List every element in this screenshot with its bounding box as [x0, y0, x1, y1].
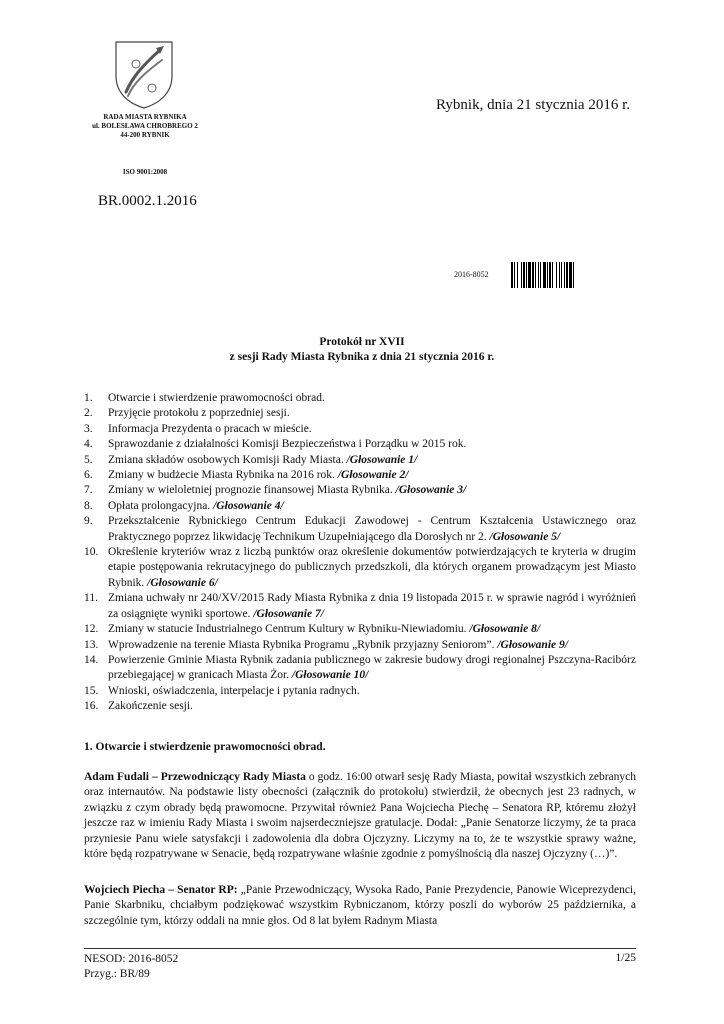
paragraph: [84, 883, 636, 929]
footer-prepared-by: Przyg.: BR/89: [84, 968, 150, 980]
speaker-name: Adam Fudali – Przewodniczący Rady Miasta: [84, 771, 306, 783]
agenda-item-text: Otwarcie i stwierdzenie prawomocności obrad.: [108, 392, 325, 404]
vote-label: /Głosowanie 1/: [346, 453, 418, 466]
agenda-list: [84, 391, 636, 715]
paragraph: [84, 770, 636, 862]
agenda-item-text: Zmiana uchwały nr 240/XV/2015 Rady Miasta Rybnika z dnia 19 listopada 2015 r. w sprawie nagród i wyróżnień za osiągnięte wyniki sportowe.: [108, 592, 636, 620]
footer-info: [84, 952, 178, 982]
agenda-item: [84, 453, 636, 468]
nesod-number: 2016-8052: [454, 270, 489, 279]
title-line-2: z sesji Rady Miasta Rybnika z dnia 21 stycznia 2016 r.: [229, 351, 495, 363]
agenda-item: [84, 391, 636, 406]
agenda-item-number: 9.: [84, 515, 93, 528]
reference-number: BR.0002.1.2016: [98, 193, 197, 209]
agenda-item: [84, 638, 636, 653]
agenda-item-number: 4.: [84, 438, 93, 451]
agenda-item-number: 12.: [84, 623, 99, 636]
agenda-item-number: 15.: [84, 684, 99, 697]
agenda-item: [84, 422, 636, 437]
agenda-item-text: Zmiany w budżecie Miasta Rybnika na 2016 rok.: [108, 469, 338, 482]
agenda-item-number: 8.: [84, 499, 93, 512]
agenda-item-number: 1.: [84, 392, 93, 404]
agenda-item-number: 16.: [84, 700, 99, 713]
iso-label: ISO 9001:2008: [122, 168, 168, 176]
vote-label: /Głosowanie 6/: [147, 576, 218, 589]
agenda-item-number: 6.: [84, 469, 93, 482]
agenda-item-text: Przekształcenie Rybnickiego Centrum Edukacji Zawodowej - Centrum Kształcenia Ustawicznego oraz Praktycznego poprzez likwidację Technikum Uzupełniającego dla Dorosłych nr 2.: [108, 515, 636, 543]
agenda-item-number: 2.: [84, 407, 93, 420]
agenda-item: [84, 684, 636, 699]
footer-divider: [84, 948, 636, 949]
vote-label: /Głosowanie 2/: [337, 469, 409, 482]
agenda-item-text: Informacja Prezydenta o pracach w mieście.: [108, 422, 312, 435]
agenda-item-number: 14.: [84, 653, 99, 666]
title-line-1: Protokół nr XVII: [319, 336, 405, 348]
page-number: 1/25: [615, 952, 636, 964]
agenda-item: [84, 499, 636, 514]
agenda-item: [84, 591, 636, 622]
vote-label: /Głosowanie 5/: [489, 530, 561, 543]
agenda-item-number: 11.: [84, 592, 98, 605]
vote-label: /Głosowanie 8/: [469, 623, 541, 636]
agenda-item-number: 5.: [84, 453, 93, 466]
agenda-item-text: Opłata prolongacyjna.: [108, 499, 214, 512]
footer-nesod: NESOD: 2016-8052: [84, 953, 179, 965]
vote-label: /Głosowanie 7/: [253, 607, 324, 620]
vote-label: /Głosowanie 10/: [291, 669, 369, 682]
agenda-item-number: 13.: [84, 638, 99, 651]
agenda-item-number: 10.: [84, 546, 99, 559]
agenda-item-number: 3.: [84, 422, 93, 435]
barcode-icon: [511, 262, 617, 288]
agenda-item: [84, 437, 636, 452]
org-street: ul. BOLESŁAWA CHROBREGO 2: [92, 122, 198, 130]
place-date: Rybnik, dnia 21 stycznia 2016 r.: [436, 97, 630, 113]
agenda-item-text: Zakończenie sesji.: [108, 700, 193, 713]
agenda-item-text: Określenie kryteriów wraz z liczbą punktów oraz określenie dokumentów potwierdzających te kryteria w drugim etapie postępowania rekrutacyjnego do publicznych przedszkoli, dla których organem prowadzącym jest Miasto Rybnik.: [108, 546, 636, 589]
section-heading: 1. Otwarcie i stwierdzenie prawomocności obrad.: [84, 741, 326, 753]
agenda-item: [84, 699, 636, 714]
rybnik-coat-of-arms-icon: [112, 38, 176, 110]
agenda-item-text: Przyjęcie protokołu z poprzedniej sesji.: [108, 407, 290, 420]
agenda-item-text: Wprowadzenie na terenie Miasta Rybnika Programu „Rybnik przyjazny Seniorom”.: [108, 638, 498, 651]
vote-label: /Głosowanie 9/: [497, 638, 568, 651]
agenda-item-text: Zmiany w statucie Industrialnego Centrum Kultury w Rybniku-Niewiadomiu.: [108, 623, 470, 636]
vote-label: /Głosowanie 3/: [395, 484, 467, 497]
agenda-item: [84, 406, 636, 421]
agenda-item-text: Sprawozdanie z działalności Komisji Bezpieczeństwa i Porządku w 2015 rok.: [108, 438, 467, 451]
speaker-name: Wojciech Piecha – Senator RP:: [84, 884, 238, 896]
agenda-item-text: Zmiana składów osobowych Komisji Rady Miasta.: [108, 453, 347, 466]
paragraph-text: „Panie Przewodniczący, Wysoka Rado, Panie Prezydencie, Panowie Wiceprezydenci, Panie Skarbniku, chciałbym podziękować wszystkim Rybniczanom, którzy poszli do wyborów 25 października, a szczególnie tym, którzy oddali na mnie głos. Od 8 lat byłem Radnym Miasta: [84, 884, 636, 927]
agenda-item-text: Zmiany w wieloletniej prognozie finansowej Miasta Rybnika.: [108, 484, 396, 497]
agenda-item: [84, 545, 636, 591]
agenda-item-text: Wnioski, oświadczenia, interpelacje i pytania radnych.: [108, 684, 360, 697]
org-name: RADA MIASTA RYBNIKA: [103, 113, 187, 121]
agenda-item-number: 7.: [84, 484, 93, 497]
agenda-item-text: Powierzenie Gminie Miasta Rybnik zadania publicznego w zakresie budowy drogi regionalnej Pszczyna-Racibórz przebiegającej w granicach Miasta Żor.: [108, 653, 636, 682]
vote-label: /Głosowanie 4/: [213, 499, 284, 512]
paragraph-text: o godz. 16:00 otwarł sesję Rady Miasta, powitał wszystkich zebranych oraz internautów. Na podstawie listy obecności (załącznik do protokołu) stwierdził, że obecnych jest 23 radnych, w związku z czym obrady będą prawomocne. Przywitał również Pana Wojciecha Piechę – Senatora RP, któremu złożył jeszcze raz w imieniu Rady Miasta i swoim najserdeczniejsze gratulacje. Dodał: „Panie Senatorze liczymy, że ta praca przyniesie Panu wiele satysfakcji i zadowolenia dla dobra Ojczyzny. Liczymy na to, że te wszystkie sprawy ważne, które będą rozpatrywane w Senacie, będą rozpatrywane właśnie zgodnie z pomyślnością dla naszej Ojczyzny (…)”.: [84, 771, 636, 861]
agenda-item: [84, 468, 636, 483]
document-title: [0, 335, 724, 365]
agenda-item: [84, 653, 636, 684]
agenda-item: [84, 483, 636, 498]
agenda-item: [84, 622, 636, 637]
agenda-item: [84, 514, 636, 545]
organization-address: [60, 113, 230, 140]
org-city: 44-200 RYBNIK: [120, 131, 170, 139]
